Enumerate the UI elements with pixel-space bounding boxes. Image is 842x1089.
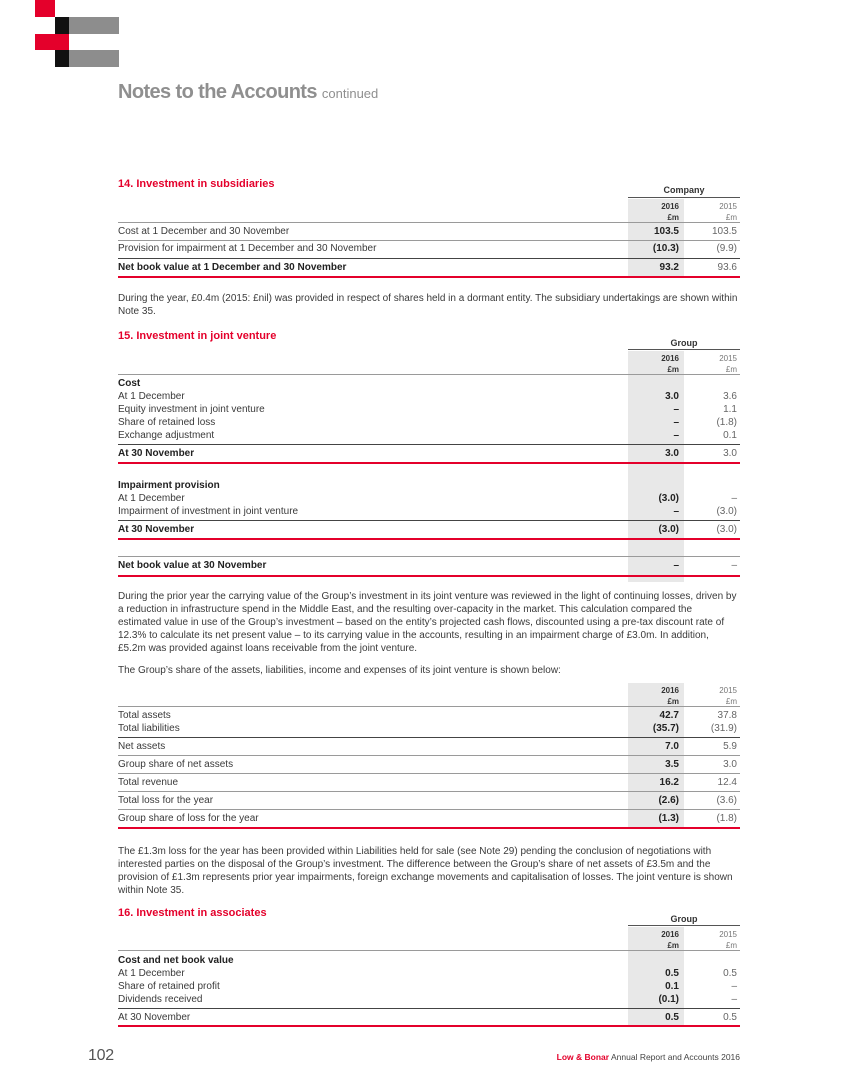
section-14-title: 14. Investment in subsidiaries	[118, 178, 275, 190]
s16-col-2016-unit: £m	[667, 941, 679, 950]
value-2015: 0.5	[723, 968, 737, 979]
value-2015: 1.1	[723, 404, 737, 415]
value-2015: 3.6	[723, 391, 737, 402]
s14-total-rule	[118, 276, 740, 278]
s15-column-group-label: Group	[670, 338, 698, 348]
value-2016: –	[673, 417, 679, 428]
logo-block-grey-bottom	[69, 50, 119, 67]
table-row	[118, 403, 740, 417]
s14-rule	[118, 222, 740, 223]
value-2015: 3.0	[723, 448, 737, 459]
row-label: Dividends received	[118, 994, 203, 1005]
row-label: Total revenue	[118, 777, 179, 788]
table-row	[118, 225, 740, 239]
s14-col-2016-header	[628, 201, 679, 223]
table-row	[118, 758, 740, 772]
s14-rule	[118, 258, 740, 259]
s15-share-col-2016-year: 2016	[661, 686, 679, 695]
s15-paragraph-3: The £1.3m loss for the year has been provided within Liabilities held for sale (see Note 29) pending the conclusion of negotiations with interested parties on the disposal of the Group’s investment. The difference between the Group’s share of net assets of £3.5m and the provision of £1.3m represents prior year impairments, foreign exchange movements and capitalisation of losses. The joint venture is shown within Note 35.	[118, 846, 733, 896]
row-label: Group share of net assets	[118, 759, 234, 770]
value-2016: 0.5	[665, 968, 679, 979]
table-row-total	[118, 447, 740, 461]
table-row	[118, 794, 740, 808]
row-label: Share of retained profit	[118, 981, 220, 992]
value-2016: (3.0)	[658, 493, 679, 504]
s15-share-rule	[118, 773, 740, 774]
s15-col-2015-header	[684, 353, 737, 375]
s16-col-2015-year: 2015	[719, 930, 737, 939]
table-row	[118, 416, 740, 430]
table-row-total	[118, 523, 740, 537]
row-label: At 30 November	[118, 524, 195, 535]
row-label: Provision for impairment at 1 December and 30 November	[118, 243, 377, 254]
value-2015: 12.4	[717, 777, 737, 788]
s15-rule	[118, 556, 740, 557]
s16-col-2016-year: 2016	[661, 930, 679, 939]
value-2015: –	[731, 493, 737, 504]
value-2016: –	[673, 430, 679, 441]
table-row	[118, 722, 740, 736]
value-2015: 37.8	[717, 710, 737, 721]
value-2016: 103.5	[653, 226, 679, 237]
value-2016: (3.0)	[658, 524, 679, 535]
table-row	[118, 242, 740, 256]
logo-block-black-top	[55, 17, 69, 34]
s15-share-col-2015-year: 2015	[719, 686, 737, 695]
s15-group-rule	[628, 349, 740, 350]
row-label: Net assets	[118, 741, 166, 752]
logo-block-black-bottom	[55, 50, 69, 67]
value-2016: (1.3)	[658, 813, 679, 824]
value-2016: 3.0	[665, 391, 679, 402]
row-label: Total liabilities	[118, 723, 180, 734]
row-label: Cost and net book value	[118, 955, 234, 966]
row-label: Total assets	[118, 710, 171, 721]
value-2015: 93.6	[717, 262, 737, 273]
logo-block-grey-top	[69, 17, 119, 34]
row-label: At 1 December	[118, 493, 185, 504]
s15-share-total-rule	[118, 827, 740, 829]
table-row-total	[118, 261, 740, 275]
s16-col-2015-unit: £m	[725, 941, 737, 950]
page-title	[118, 81, 378, 104]
s15-share-rule	[118, 706, 740, 707]
value-2016: 16.2	[659, 777, 679, 788]
page-number: 102	[88, 1047, 114, 1064]
value-2015: 5.9	[723, 741, 737, 752]
value-2015: 0.1	[723, 430, 737, 441]
s15-col-2015-year: 2015	[719, 354, 737, 363]
s14-rule	[118, 240, 740, 241]
row-label: Impairment of investment in joint venture	[118, 506, 299, 517]
row-label: Cost	[118, 378, 141, 389]
table-row	[118, 740, 740, 754]
s15-share-rule	[118, 791, 740, 792]
value-2016: 0.5	[665, 1012, 679, 1023]
row-label: Net book value at 1 December and 30 November	[118, 262, 347, 273]
value-2016: –	[673, 560, 679, 571]
value-2015: –	[731, 560, 737, 571]
table-row	[118, 390, 740, 404]
value-2016: (2.6)	[658, 795, 679, 806]
row-label: Share of retained loss	[118, 417, 216, 428]
value-2016: 3.0	[665, 448, 679, 459]
s15-paragraph-1: During the prior year the carrying value of the Group’s investment in its joint venture was reviewed in the light of continuing losses, driven by a reduction in infrastructure spend in the Middle East, and the resulting over-capacity in the market. This calculation compared the estimated value in use of the Group’s investment – based on the entity’s projected cash flows, discounted using a pre-tax discount rate of 12.3% to calculate its net present value – to its carrying value in the accounts, resulting in an impairment charge of £3.0m. In addition, £5.2m was provided against loans receivable from the joint venture.	[118, 591, 737, 654]
s15-share-rule	[118, 809, 740, 810]
s16-rule	[118, 950, 740, 951]
value-2015: 0.5	[723, 1012, 737, 1023]
value-2016: (35.7)	[652, 723, 679, 734]
s15-share-col-2016-header	[628, 685, 679, 707]
s15-col-2015-unit: £m	[725, 365, 737, 374]
value-2015: (9.9)	[716, 243, 737, 254]
value-2015: (1.8)	[716, 813, 737, 824]
table-row	[118, 776, 740, 790]
s15-col-2016-year: 2016	[661, 354, 679, 363]
s15-col-2016-header	[628, 353, 679, 375]
s14-column-group-label: Company	[663, 185, 705, 195]
s14-note: During the year, £0.4m (2015: £nil) was provided in respect of shares held in a dormant entity. The subsidiary undertakings are shown within Note 35.	[118, 293, 738, 317]
value-2016: 7.0	[665, 741, 679, 752]
row-label: Total loss for the year	[118, 795, 214, 806]
s15-share-rule	[118, 755, 740, 756]
row-label: At 1 December	[118, 391, 185, 402]
row-label: Impairment provision	[118, 480, 220, 491]
s16-column-group-label: Group	[670, 914, 698, 924]
s15-cost-heading	[118, 377, 740, 391]
table-row	[118, 709, 740, 723]
table-row	[118, 993, 740, 1007]
s15-rule	[118, 374, 740, 375]
s16-group-rule	[628, 925, 740, 926]
logo-block-red-mid	[35, 34, 69, 50]
value-2016: (0.1)	[658, 994, 679, 1005]
value-2015: (3.0)	[716, 524, 737, 535]
s15-share-col-2015-header	[684, 685, 737, 707]
value-2015: 103.5	[711, 226, 737, 237]
value-2015: –	[731, 994, 737, 1005]
s15-share-col-2016-unit: £m	[667, 697, 679, 706]
s16-col-2016-header	[628, 929, 679, 951]
table-row	[118, 492, 740, 506]
row-label: Equity investment in joint venture	[118, 404, 265, 415]
footer-brand: Low & Bonar	[556, 1052, 610, 1062]
s16-heading	[118, 954, 740, 968]
table-row	[118, 967, 740, 981]
s16-total-rule	[118, 1025, 740, 1027]
page-title-main: Notes to the Accounts	[118, 81, 317, 103]
table-row	[118, 812, 740, 826]
s15-share-rule	[118, 737, 740, 738]
footer-report-name: Annual Report and Accounts 2016	[609, 1052, 740, 1062]
value-2016: –	[673, 404, 679, 415]
value-2016: –	[673, 506, 679, 517]
value-2016: 0.1	[665, 981, 679, 992]
s15-total-rule	[118, 575, 740, 577]
value-2016: (10.3)	[652, 243, 679, 254]
value-2015: 3.0	[723, 759, 737, 770]
row-label: At 30 November	[118, 448, 195, 459]
section-15-title: 15. Investment in joint venture	[118, 330, 277, 342]
footer-report-title	[500, 1052, 740, 1062]
s14-col-2016-year: 2016	[661, 202, 679, 211]
s16-col-2015-header	[684, 929, 737, 951]
table-row	[118, 980, 740, 994]
table-row	[118, 505, 740, 519]
table-row-total	[118, 1011, 740, 1025]
s15-col-2016-unit: £m	[667, 365, 679, 374]
row-label: Cost at 1 December and 30 November	[118, 226, 290, 237]
row-label: Group share of loss for the year	[118, 813, 259, 824]
s14-group-rule	[628, 197, 740, 198]
s16-rule	[118, 1008, 740, 1009]
value-2015: –	[731, 981, 737, 992]
s14-col-2015-year: 2015	[719, 202, 737, 211]
s14-col-2015-header	[684, 201, 737, 223]
s15-rule	[118, 444, 740, 445]
value-2015: (3.6)	[716, 795, 737, 806]
table-row-total	[118, 559, 740, 573]
s14-col-2015-unit: £m	[725, 213, 737, 222]
value-2015: (3.0)	[716, 506, 737, 517]
row-label: Exchange adjustment	[118, 430, 215, 441]
value-2016: 3.5	[665, 759, 679, 770]
table-row	[118, 429, 740, 443]
section-16-title: 16. Investment in associates	[118, 907, 267, 919]
s15-total-rule	[118, 462, 740, 464]
row-label: Net book value at 30 November	[118, 560, 267, 571]
value-2016: 93.2	[659, 262, 679, 273]
s15-paragraph-2: The Group’s share of the assets, liabilities, income and expenses of its joint venture is shown below:	[118, 665, 561, 676]
logo-block-red-top	[35, 0, 55, 17]
s14-col-2016-unit: £m	[667, 213, 679, 222]
s15-share-col-2015-unit: £m	[725, 697, 737, 706]
value-2016: 42.7	[659, 710, 679, 721]
page-title-continued: continued	[321, 86, 379, 101]
value-2015: (31.9)	[710, 723, 737, 734]
s15-total-rule	[118, 538, 740, 540]
value-2015: (1.8)	[716, 417, 737, 428]
s15-impairment-heading	[118, 479, 740, 493]
s15-rule	[118, 520, 740, 521]
row-label: At 30 November	[118, 1012, 191, 1023]
row-label: At 1 December	[118, 968, 185, 979]
